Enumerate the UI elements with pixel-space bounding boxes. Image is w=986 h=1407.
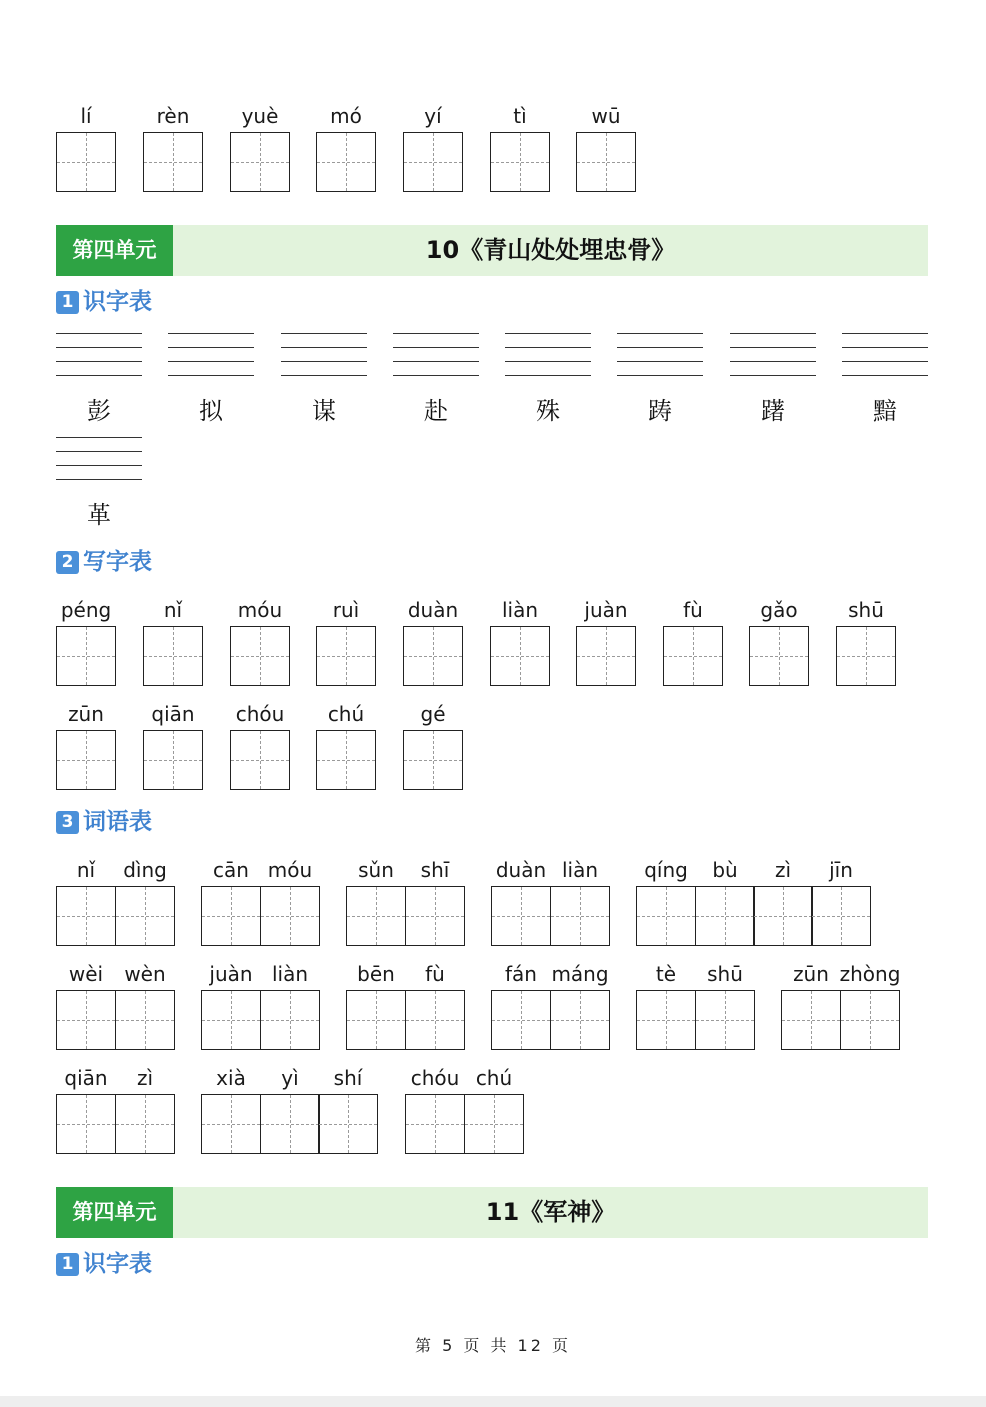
tian-grid-box	[346, 990, 406, 1050]
pinyin: zūn	[68, 702, 104, 726]
pinyin: zūn	[793, 962, 829, 986]
tian-grid-box	[836, 626, 896, 686]
pinyin: yí	[424, 104, 442, 128]
tian-grid-box	[811, 886, 871, 946]
tian-grid-box	[346, 886, 406, 946]
lesson-title: 10《青山处处埋忠骨》	[425, 236, 676, 264]
section-number-badge: 1	[56, 291, 79, 314]
unit-tag: 第四单元	[56, 1187, 173, 1238]
pinyin: gǎo	[760, 598, 798, 622]
pinyin: máng	[551, 962, 609, 986]
pinyin: shū	[707, 962, 743, 986]
tian-grid-box	[316, 132, 376, 192]
literacy-char: 谋	[312, 397, 336, 425]
tian-grid-box	[143, 730, 203, 790]
tian-grid-box	[840, 990, 900, 1050]
pinyin: duàn	[407, 598, 459, 622]
tian-grid-box	[403, 132, 463, 192]
lesson-11-header	[56, 1187, 928, 1238]
literacy-char: 拟	[199, 397, 223, 425]
tian-grid-box	[115, 886, 175, 946]
tian-grid-box	[143, 132, 203, 192]
tian-grid-box	[230, 626, 290, 686]
tian-grid-box	[636, 886, 696, 946]
pinyin: zhòng	[839, 962, 901, 986]
pinyin: chóu	[410, 1066, 460, 1090]
literacy-char: 彭	[87, 397, 111, 425]
pinyin: juàn	[584, 598, 628, 622]
pinyin: rèn	[156, 104, 190, 128]
pinyin-staff	[281, 333, 367, 377]
pinyin: shū	[848, 598, 884, 622]
pinyin: liàn	[271, 962, 309, 986]
pinyin: qiān	[151, 702, 195, 726]
pinyin: chóu	[235, 702, 285, 726]
pinyin-staff	[730, 333, 816, 377]
tian-grid-box	[56, 886, 116, 946]
literacy-char: 黯	[873, 397, 897, 425]
pinyin: xià	[216, 1066, 246, 1090]
lesson-10-header	[56, 225, 928, 276]
pinyin: shí	[333, 1066, 363, 1090]
page-footer: 第 5 页 共 12 页	[415, 1336, 571, 1355]
pinyin: zì	[136, 1066, 154, 1090]
tian-grid-box	[405, 990, 465, 1050]
literacy-item	[281, 333, 367, 429]
tian-grid-box	[201, 1094, 261, 1154]
pinyin: tì	[513, 104, 527, 128]
tian-grid-box	[636, 990, 696, 1050]
tian-grid-box	[260, 886, 320, 946]
pinyin: péng	[60, 598, 112, 622]
literacy-item	[56, 333, 142, 429]
tian-grid-box	[56, 990, 116, 1050]
tian-grid-box	[56, 132, 116, 192]
pinyin: gé	[420, 702, 446, 726]
pinyin: juàn	[209, 962, 253, 986]
tian-grid-box	[201, 990, 261, 1050]
tian-grid-box	[115, 990, 175, 1050]
section-label: 写字表	[83, 549, 152, 575]
tian-grid-box	[753, 886, 813, 946]
pinyin: wèi	[68, 962, 104, 986]
pinyin: chú	[475, 1066, 513, 1090]
literacy-item	[842, 333, 928, 429]
literacy-char: 踌	[648, 397, 672, 425]
tian-grid-box	[201, 886, 261, 946]
section-number-badge: 3	[56, 811, 79, 834]
tian-grid-box	[316, 730, 376, 790]
pinyin-staff	[168, 333, 254, 377]
pinyin: wū	[591, 104, 621, 128]
pinyin-staff	[393, 333, 479, 377]
pinyin: chú	[327, 702, 365, 726]
tian-grid-box	[115, 1094, 175, 1154]
pinyin: bù	[712, 858, 738, 882]
pinyin: móu	[267, 858, 313, 882]
section-label: 识字表	[83, 289, 152, 315]
literacy-char: 躇	[761, 397, 785, 425]
pinyin: wèn	[124, 962, 166, 986]
literacy-item	[730, 333, 816, 429]
pinyin-staff	[56, 333, 142, 377]
pinyin: qiān	[64, 1066, 108, 1090]
pinyin: lí	[80, 104, 92, 128]
tian-grid-box	[781, 990, 841, 1050]
tian-grid-box	[260, 990, 320, 1050]
section-number-badge: 2	[56, 551, 79, 574]
tian-grid-box	[316, 626, 376, 686]
tian-grid-box	[576, 626, 636, 686]
literacy-item	[168, 333, 254, 429]
pinyin: yì	[281, 1066, 299, 1090]
literacy-char: 赴	[424, 397, 448, 425]
pinyin: bēn	[357, 962, 395, 986]
pinyin: ruì	[332, 598, 360, 622]
pinyin: duàn	[495, 858, 547, 882]
tian-grid-box	[490, 132, 550, 192]
pinyin: zì	[774, 858, 792, 882]
tian-grid-box	[749, 626, 809, 686]
pinyin: nǐ	[76, 858, 96, 882]
tian-grid-box	[260, 1094, 320, 1154]
pinyin-staff	[56, 437, 142, 481]
tian-grid-box	[464, 1094, 524, 1154]
pinyin: shī	[420, 858, 450, 882]
pinyin: jīn	[829, 858, 853, 882]
section-label: 词语表	[83, 809, 152, 835]
pinyin: mó	[330, 104, 362, 128]
page-bottom-edge	[0, 1396, 986, 1407]
lesson-title: 11《军神》	[485, 1198, 616, 1226]
tian-grid-box	[663, 626, 723, 686]
pinyin: sǔn	[358, 858, 394, 882]
section-number-badge: 1	[56, 1253, 79, 1276]
tian-grid-box	[56, 626, 116, 686]
pinyin: fù	[683, 598, 703, 622]
unit-tag: 第四单元	[56, 225, 173, 276]
tian-grid-box	[490, 626, 550, 686]
pinyin: liàn	[501, 598, 539, 622]
tian-grid-box	[318, 1094, 378, 1154]
tian-grid-box	[56, 1094, 116, 1154]
pinyin: nǐ	[163, 598, 183, 622]
tian-grid-box	[491, 886, 551, 946]
tian-grid-box	[550, 990, 610, 1050]
tian-grid-box	[576, 132, 636, 192]
pinyin: qíng	[644, 858, 688, 882]
tian-grid-box	[143, 626, 203, 686]
pinyin-staff	[617, 333, 703, 377]
pinyin: cān	[213, 858, 249, 882]
tian-grid-box	[405, 886, 465, 946]
literacy-item	[393, 333, 479, 429]
tian-grid-box	[403, 730, 463, 790]
tian-grid-box	[695, 886, 755, 946]
pinyin: fán	[505, 962, 537, 986]
pinyin: tè	[655, 962, 677, 986]
literacy-char: 革	[87, 501, 111, 529]
tian-grid-box	[405, 1094, 465, 1154]
tian-grid-box	[56, 730, 116, 790]
pinyin: dìng	[123, 858, 167, 882]
literacy-char: 殊	[536, 397, 560, 425]
tian-grid-box	[403, 626, 463, 686]
pinyin: fù	[425, 962, 445, 986]
tian-grid-box	[491, 990, 551, 1050]
literacy-item	[505, 333, 591, 429]
pinyin: móu	[237, 598, 283, 622]
literacy-item	[56, 437, 142, 533]
section-label: 识字表	[83, 1251, 152, 1277]
tian-grid-box	[550, 886, 610, 946]
pinyin-staff	[505, 333, 591, 377]
literacy-item	[617, 333, 703, 429]
tian-grid-box	[230, 730, 290, 790]
tian-grid-box	[695, 990, 755, 1050]
tian-grid-box	[230, 132, 290, 192]
pinyin-staff	[842, 333, 928, 377]
pinyin: yuè	[241, 104, 279, 128]
pinyin: liàn	[561, 858, 599, 882]
